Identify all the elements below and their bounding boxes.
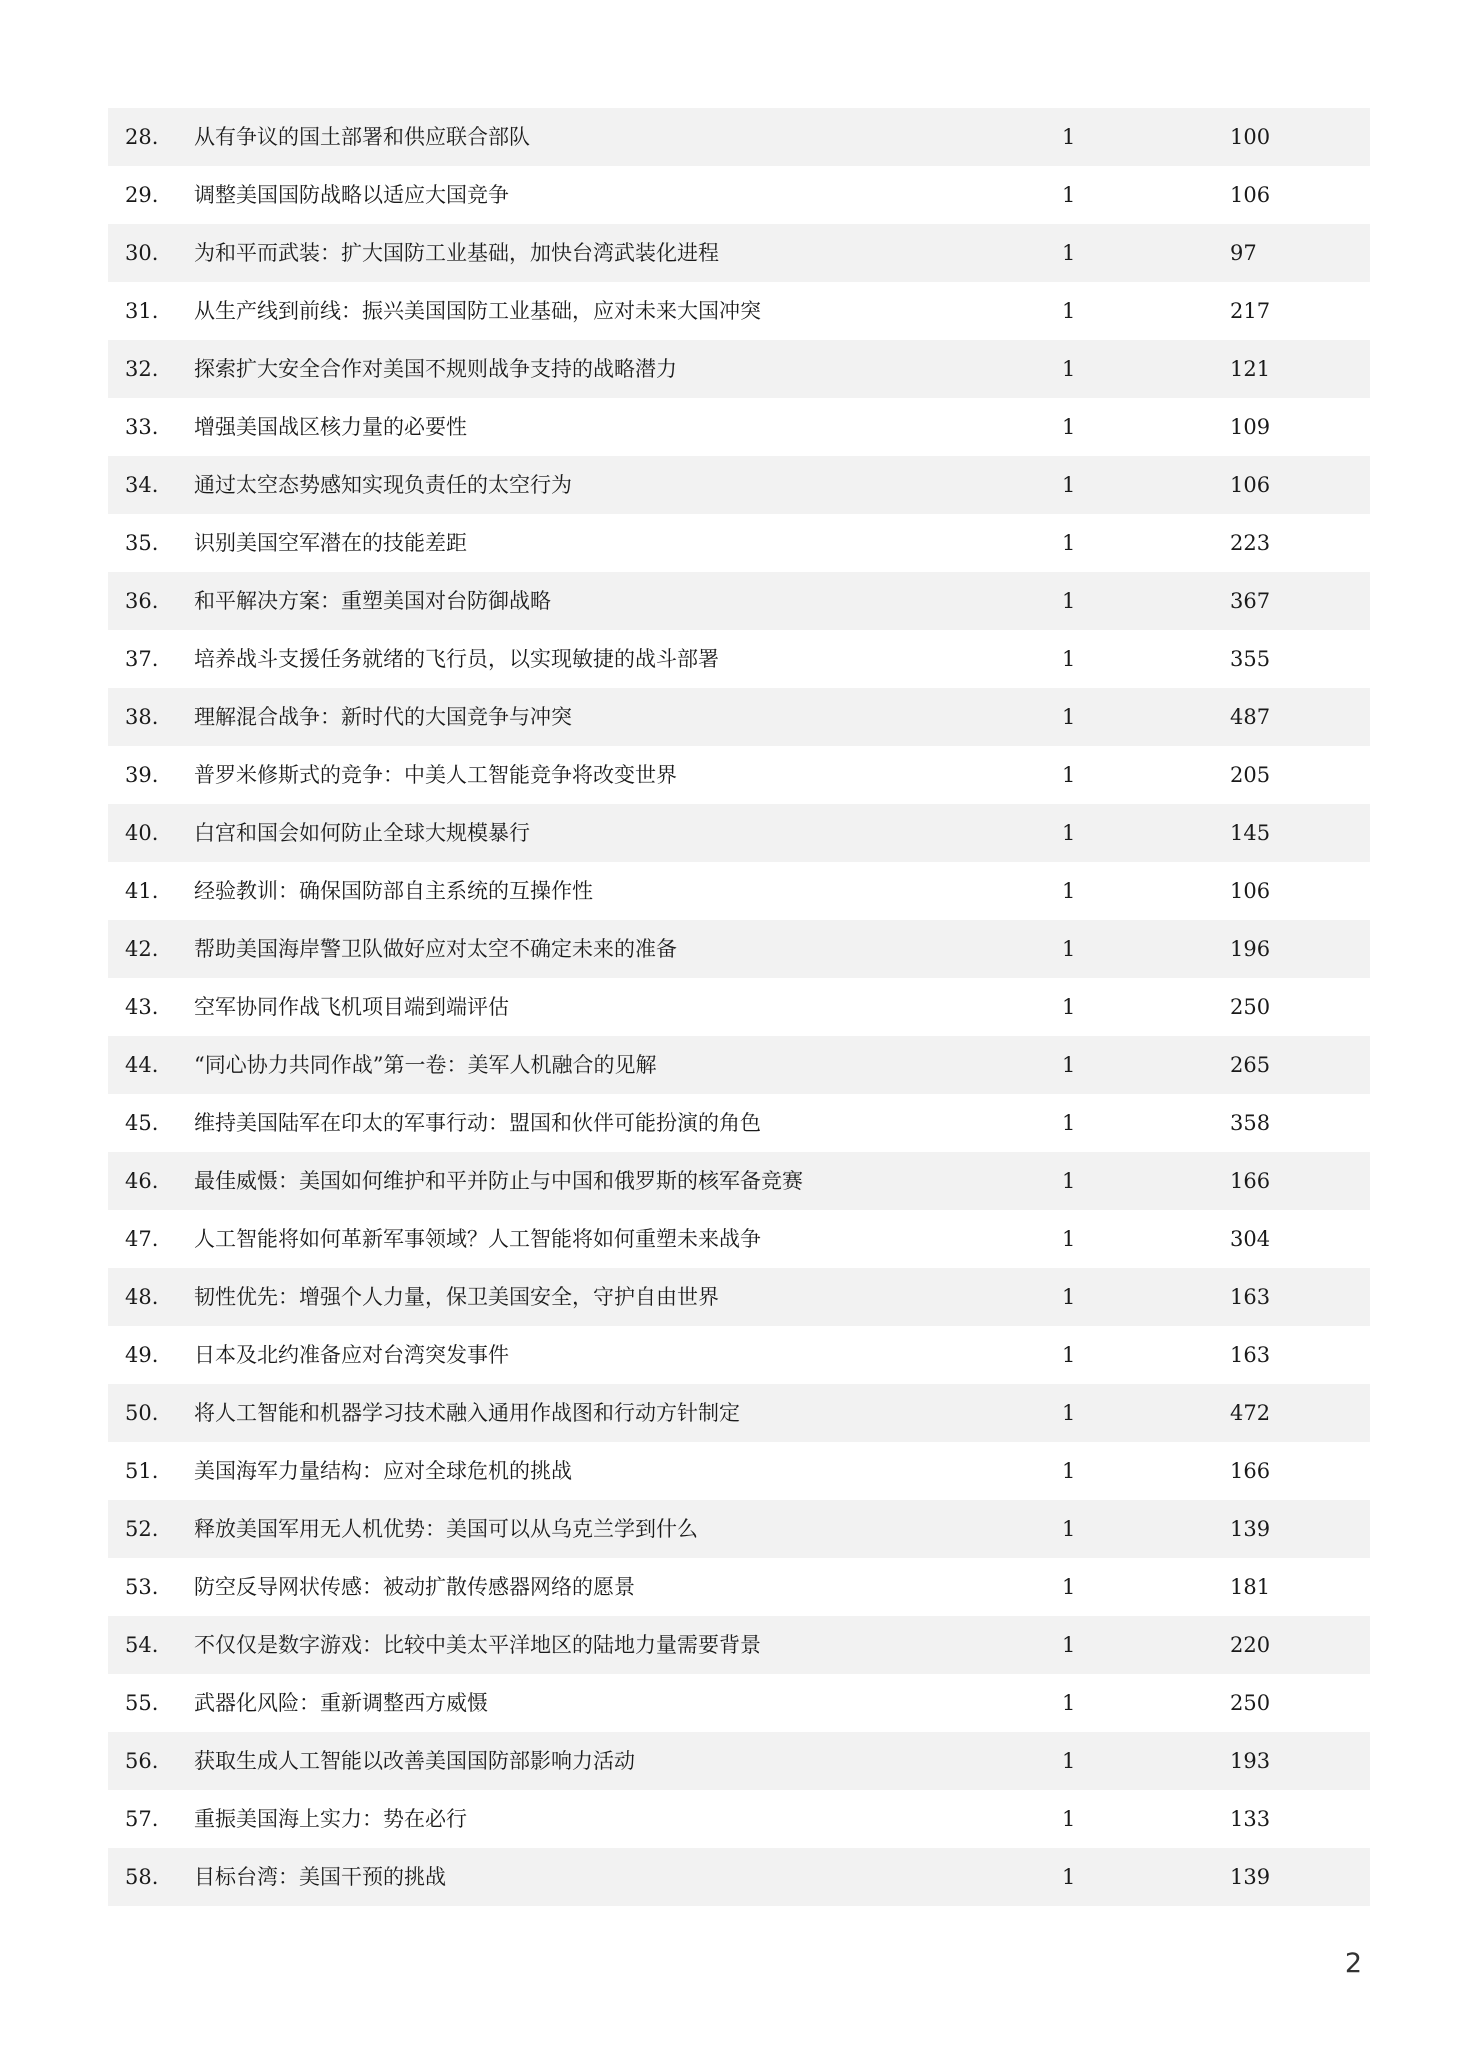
row-count: 1 (1062, 589, 1076, 613)
row-number: 56. (125, 1749, 159, 1773)
table-row (108, 1384, 1370, 1442)
table-row (108, 920, 1370, 978)
row-pages: 358 (1230, 1111, 1271, 1135)
table-row (108, 1442, 1370, 1500)
row-title: 人工智能将如何革新军事领域？人工智能将如何重塑未来战争 (194, 1227, 761, 1251)
table-row (108, 1210, 1370, 1268)
row-title: 识别美国空军潜在的技能差距 (194, 531, 467, 555)
row-count: 1 (1062, 821, 1076, 845)
row-pages: 193 (1230, 1749, 1271, 1773)
row-title: 和平解决方案：重塑美国对台防御战略 (194, 589, 551, 613)
row-title: 探索扩大安全合作对美国不规则战争支持的战略潜力 (194, 357, 677, 381)
row-number: 34. (125, 473, 159, 497)
row-number: 37. (125, 647, 159, 671)
row-pages: 205 (1230, 763, 1271, 787)
table-row (108, 166, 1370, 224)
row-count: 1 (1062, 1169, 1076, 1193)
row-count: 1 (1062, 1691, 1076, 1715)
row-number: 58. (125, 1865, 159, 1889)
row-count: 1 (1062, 1053, 1076, 1077)
table-row (108, 514, 1370, 572)
table-row (108, 1558, 1370, 1616)
row-count: 1 (1062, 1575, 1076, 1599)
page-number: 2 (1344, 1948, 1362, 1979)
table-row (108, 978, 1370, 1036)
row-title: 目标台湾：美国干预的挑战 (194, 1865, 446, 1889)
row-title: 空军协同作战飞机项目端到端评估 (194, 995, 509, 1019)
row-title: 韧性优先：增强个人力量，保卫美国安全，守护自由世界 (194, 1285, 719, 1309)
table-row (108, 862, 1370, 920)
row-title: 不仅仅是数字游戏：比较中美太平洋地区的陆地力量需要背景 (194, 1633, 761, 1657)
row-number: 42. (125, 937, 159, 961)
row-title: 将人工智能和机器学习技术融入通用作战图和行动方针制定 (194, 1401, 740, 1425)
row-pages: 223 (1230, 531, 1271, 555)
report-list-table (108, 108, 1370, 1906)
table-row (108, 1616, 1370, 1674)
table-row (108, 1326, 1370, 1384)
table-row (108, 1732, 1370, 1790)
row-title: 武器化风险：重新调整西方威慑 (194, 1691, 488, 1715)
row-pages: 487 (1230, 705, 1271, 729)
row-pages: 472 (1230, 1401, 1271, 1425)
row-title: 重振美国海上实力：势在必行 (194, 1807, 467, 1831)
row-pages: 304 (1230, 1227, 1271, 1251)
row-title: 普罗米修斯式的竞争：中美人工智能竞争将改变世界 (194, 763, 677, 787)
row-count: 1 (1062, 1517, 1076, 1541)
row-number: 29. (125, 183, 159, 207)
row-count: 1 (1062, 1865, 1076, 1889)
table-row (108, 1094, 1370, 1152)
row-number: 51. (125, 1459, 159, 1483)
row-pages: 106 (1230, 183, 1271, 207)
table-row (108, 630, 1370, 688)
row-pages: 133 (1230, 1807, 1271, 1831)
table-row (108, 1268, 1370, 1326)
table-row (108, 1152, 1370, 1210)
row-number: 33. (125, 415, 159, 439)
row-count: 1 (1062, 1749, 1076, 1773)
row-count: 1 (1062, 1227, 1076, 1251)
row-count: 1 (1062, 1111, 1076, 1135)
row-number: 30. (125, 241, 159, 265)
row-count: 1 (1062, 531, 1076, 555)
row-count: 1 (1062, 1459, 1076, 1483)
row-count: 1 (1062, 1343, 1076, 1367)
row-title: 最佳威慑：美国如何维护和平并防止与中国和俄罗斯的核军备竞赛 (194, 1169, 803, 1193)
row-number: 31. (125, 299, 159, 323)
row-number: 36. (125, 589, 159, 613)
row-count: 1 (1062, 647, 1076, 671)
row-number: 50. (125, 1401, 159, 1425)
row-number: 53. (125, 1575, 159, 1599)
row-count: 1 (1062, 183, 1076, 207)
row-count: 1 (1062, 299, 1076, 323)
row-pages: 220 (1230, 1633, 1271, 1657)
table-row (108, 688, 1370, 746)
row-number: 54. (125, 1633, 159, 1657)
row-title: 帮助美国海岸警卫队做好应对太空不确定未来的准备 (194, 937, 677, 961)
row-pages: 181 (1230, 1575, 1271, 1599)
row-title: 获取生成人工智能以改善美国国防部影响力活动 (194, 1749, 635, 1773)
row-number: 49. (125, 1343, 159, 1367)
table-row (108, 1500, 1370, 1558)
row-title: 释放美国军用无人机优势：美国可以从乌克兰学到什么 (194, 1517, 698, 1541)
row-title: 美国海军力量结构：应对全球危机的挑战 (194, 1459, 572, 1483)
row-number: 32. (125, 357, 159, 381)
row-title: 理解混合战争：新时代的大国竞争与冲突 (194, 705, 572, 729)
row-pages: 145 (1230, 821, 1271, 845)
row-number: 52. (125, 1517, 159, 1541)
row-pages: 163 (1230, 1285, 1271, 1309)
table-row (108, 108, 1370, 166)
row-title: 增强美国战区核力量的必要性 (194, 415, 467, 439)
row-count: 1 (1062, 879, 1076, 903)
row-title: 为和平而武装：扩大国防工业基础，加快台湾武装化进程 (194, 241, 719, 265)
row-pages: 97 (1230, 241, 1257, 265)
row-title: 培养战斗支援任务就绪的飞行员，以实现敏捷的战斗部署 (194, 647, 719, 671)
row-title: 从生产线到前线：振兴美国国防工业基础，应对未来大国冲突 (194, 299, 761, 323)
row-number: 44. (125, 1053, 159, 1077)
row-title: 维持美国陆军在印太的军事行动：盟国和伙伴可能扮演的角色 (194, 1111, 761, 1135)
table-row (108, 340, 1370, 398)
row-count: 1 (1062, 1285, 1076, 1309)
row-number: 48. (125, 1285, 159, 1309)
row-pages: 250 (1230, 995, 1271, 1019)
table-row (108, 746, 1370, 804)
table-row (108, 456, 1370, 514)
row-number: 47. (125, 1227, 159, 1251)
table-row (108, 804, 1370, 862)
row-pages: 367 (1230, 589, 1271, 613)
row-count: 1 (1062, 125, 1076, 149)
row-pages: 139 (1230, 1517, 1271, 1541)
row-count: 1 (1062, 937, 1076, 961)
table-row (108, 1848, 1370, 1906)
row-pages: 106 (1230, 879, 1271, 903)
row-pages: 100 (1230, 125, 1271, 149)
row-number: 46. (125, 1169, 159, 1193)
row-count: 1 (1062, 1807, 1076, 1831)
row-title: 通过太空态势感知实现负责任的太空行为 (194, 473, 572, 497)
row-pages: 166 (1230, 1169, 1271, 1193)
row-title: 日本及北约准备应对台湾突发事件 (194, 1343, 509, 1367)
row-number: 43. (125, 995, 159, 1019)
row-pages: 355 (1230, 647, 1271, 671)
row-number: 40. (125, 821, 159, 845)
row-count: 1 (1062, 705, 1076, 729)
row-pages: 106 (1230, 473, 1271, 497)
row-pages: 109 (1230, 415, 1271, 439)
row-count: 1 (1062, 995, 1076, 1019)
row-number: 55. (125, 1691, 159, 1715)
row-title: 经验教训：确保国防部自主系统的互操作性 (194, 879, 593, 903)
row-pages: 265 (1230, 1053, 1271, 1077)
row-count: 1 (1062, 357, 1076, 381)
row-title: 调整美国国防战略以适应大国竞争 (194, 183, 509, 207)
row-pages: 163 (1230, 1343, 1271, 1367)
table-row (108, 398, 1370, 456)
row-number: 45. (125, 1111, 159, 1135)
row-pages: 121 (1230, 357, 1271, 381)
row-pages: 139 (1230, 1865, 1271, 1889)
table-row (108, 1036, 1370, 1094)
row-number: 39. (125, 763, 159, 787)
row-count: 1 (1062, 1401, 1076, 1425)
table-row (108, 1674, 1370, 1732)
row-number: 38. (125, 705, 159, 729)
row-count: 1 (1062, 415, 1076, 439)
table-row (108, 224, 1370, 282)
row-number: 35. (125, 531, 159, 555)
row-title: 白宫和国会如何防止全球大规模暴行 (194, 821, 530, 845)
row-number: 28. (125, 125, 159, 149)
row-title: 从有争议的国土部署和供应联合部队 (194, 125, 530, 149)
row-pages: 217 (1230, 299, 1271, 323)
row-count: 1 (1062, 1633, 1076, 1657)
row-title: 防空反导网状传感：被动扩散传感器网络的愿景 (194, 1575, 635, 1599)
row-title: “同心协力共同作战”第一卷：美军人机融合的见解 (194, 1053, 657, 1077)
table-row (108, 1790, 1370, 1848)
row-count: 1 (1062, 473, 1076, 497)
table-row (108, 572, 1370, 630)
row-count: 1 (1062, 763, 1076, 787)
row-count: 1 (1062, 241, 1076, 265)
row-number: 41. (125, 879, 159, 903)
row-pages: 250 (1230, 1691, 1271, 1715)
table-row (108, 282, 1370, 340)
row-pages: 166 (1230, 1459, 1271, 1483)
row-number: 57. (125, 1807, 159, 1831)
row-pages: 196 (1230, 937, 1271, 961)
